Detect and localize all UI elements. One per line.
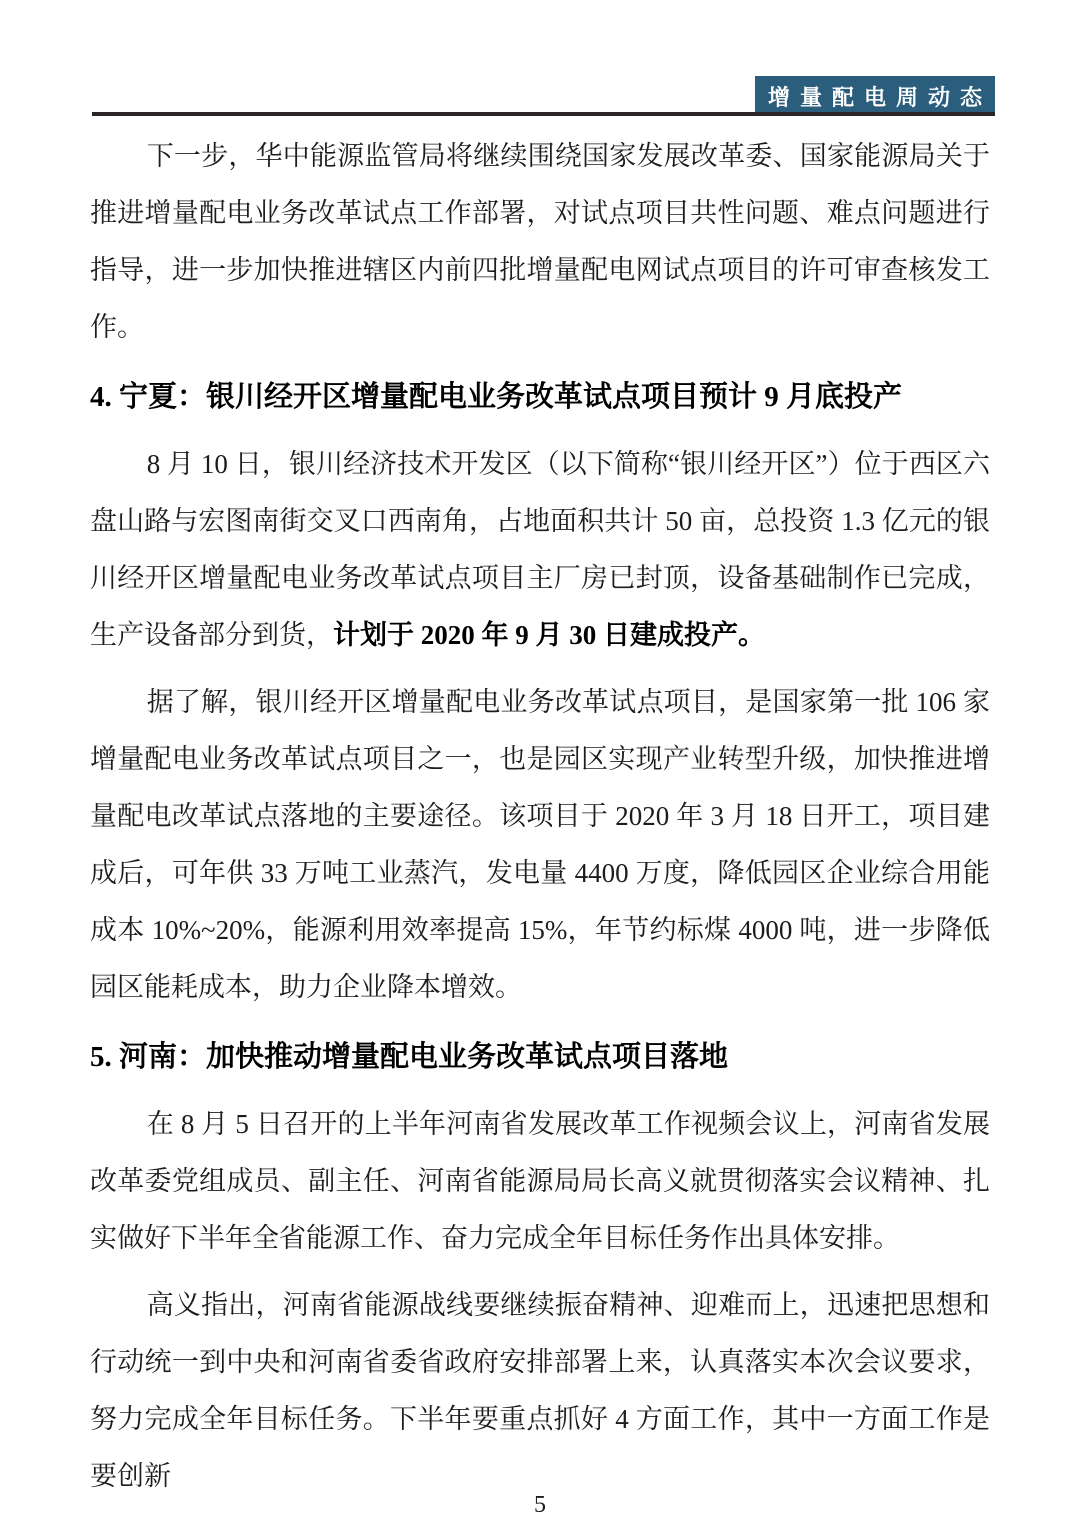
page-footer [0,1492,1080,1519]
section-heading: 4. 宁夏：银川经开区增量配电业务改革试点项目预计 9 月底投产 [90,381,903,413]
body-paragraph [90,128,990,356]
document-body [90,128,990,1515]
header-badge: 增量配电周动态 [755,76,995,116]
text-run: 在 8 月 5 日召开的上半年河南省发展改革工作视频会议上，河南省发展改革委党组成员、副主任、河南省能源局局长高义就贯彻落实会议精神、扎实做好下半年全省能源工作、奋力完成全年目标任务作出具体安排。 [90,1109,990,1253]
section-heading: 5. 河南：加快推动增量配电业务改革试点项目落地 [90,1041,729,1073]
text-run: 下一步，华中能源监管局将继续围绕国家发展改革委、国家能源局关于推进增量配电业务改革试点工作部署，对试点项目共性问题、难点问题进行指导，进一步加快推进辖区内前四批增量配电网试点项目的许可审查核发工作。 [90,141,990,342]
text-run: 据了解，银川经开区增量配电业务改革试点项目，是国家第一批 106 家增量配电业务改革试点项目之一，也是园区实现产业转型升级，加快推进增量配电改革试点落地的主要途径。该项目于 2020 年 3 月 18 日开工，项目建成后，可年供 33 万吨工业蒸汽，发电量 4400 万度，降低园区企业综合用能成本 10%~20%，能源利用效率提高 15%，年节约标煤 4000 吨，进一步降低园区能耗成本，助力企业降本增效。 [90,687,990,1002]
body-paragraph [90,1277,990,1505]
bold-text-run: 计划于 2020 年 9 月 30 日建成投产。 [333,620,765,650]
body-paragraph [90,674,990,1016]
header-rule [92,112,995,116]
text-run: 高义指出，河南省能源战线要继续振奋精神、迎难而上，迅速把思想和行动统一到中央和河南省委省政府安排部署上来，认真落实本次会议要求，努力完成全年目标任务。下半年要重点抓好 4 方面工作，其中一方面工作是要创新 [90,1290,990,1491]
body-paragraph [90,436,990,664]
text-run: 8 月 10 日，银川经济技术开发区（以下简称“银川经开区”）位于西区六盘山路与宏图南街交叉口西南角，占地面积共计 50 亩，总投资 1.3 亿元的银川经开区增量配电业务改革试点项目主厂房已封顶，设备基础制作已完成，生产设备部分到货， [90,449,990,650]
body-paragraph [90,1096,990,1267]
page-number: 5 [534,1492,546,1518]
